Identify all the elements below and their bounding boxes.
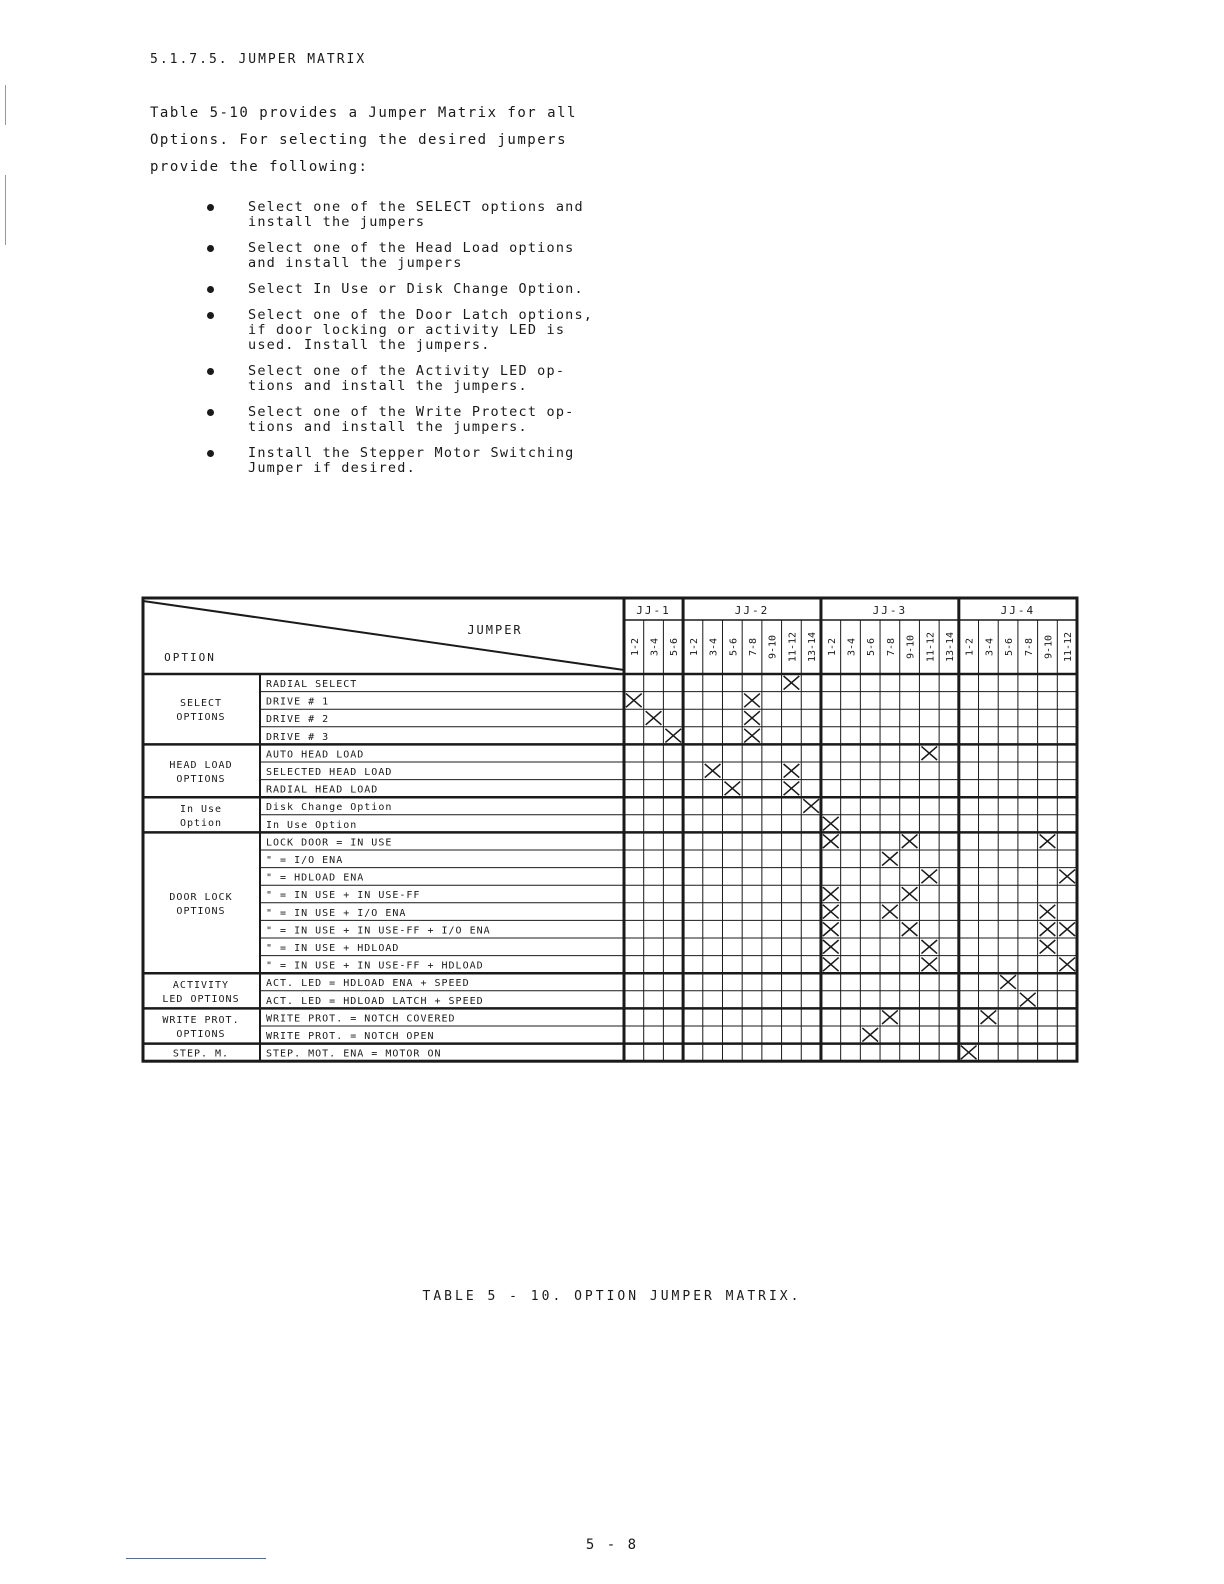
jumper-pin-label: 5-6 [866, 637, 878, 657]
page-number: 5 - 8 [585, 1537, 639, 1553]
table-caption: TABLE 5 - 10. OPTION JUMPER MATRIX. [422, 1289, 802, 1304]
instruction-item: Select one of the SELECT options and install the jumpers [205, 200, 625, 230]
option-header-label: OPTION [164, 651, 216, 664]
instruction-item: Select one of the Write Protect op- tions and install the jumpers. [205, 405, 625, 435]
instruction-item: Install the Stepper Motor Switching Jumper if desired. [205, 446, 625, 476]
section-label: ACTIVITY [172, 979, 230, 991]
jumper-pin-label: 7-8 [1023, 637, 1035, 657]
section-label: WRITE PROT. [162, 1015, 240, 1026]
option-row-label: " = IN USE + HDLOAD [266, 943, 400, 954]
instruction-item: Select one of the Head Load options and install the jumpers [205, 241, 625, 271]
intro-line: Table 5-10 provides a Jumper Matrix for all [150, 105, 577, 121]
section-label: In Use [179, 803, 223, 815]
margin-mark [5, 85, 6, 125]
jumper-pin-label: 3-4 [649, 637, 661, 657]
option-row-label: " = IN USE + I/O ENA [266, 907, 407, 919]
section-label: OPTIONS [176, 773, 226, 785]
option-row-label: SELECTED HEAD LOAD [266, 767, 393, 778]
jumper-pin-label: 5-6 [1004, 637, 1016, 657]
intro-line: provide the following: [150, 159, 369, 175]
jumper-group-label: JJ-3 [872, 604, 908, 617]
jumper-pin-label: 3-4 [846, 637, 858, 657]
option-row-label: LOCK DOOR = IN USE [266, 837, 393, 849]
option-row-label: " = IN USE + IN USE-FF + HDLOAD [266, 960, 484, 972]
option-row-label: DRIVE # 2 [266, 714, 330, 726]
margin-mark [5, 175, 6, 245]
option-row-label: ACT. LED = HDLOAD ENA + SPEED [266, 978, 470, 990]
jumper-group-label: JJ-1 [636, 604, 671, 617]
instruction-item: Select In Use or Disk Change Option. [205, 282, 625, 297]
option-row-label: " = IN USE + IN USE-FF [266, 890, 421, 902]
jumper-pin-label: 9-10 [1043, 634, 1055, 660]
jumper-group-label: JJ-2 [734, 604, 770, 617]
instruction-item: Select one of the Activity LED op- tions and install the jumpers. [205, 364, 625, 394]
section-label: OPTIONS [176, 712, 226, 724]
jumper-pin-label: 9-10 [905, 634, 917, 660]
jumper-pin-label: 7-8 [748, 637, 760, 657]
section-label: LED OPTIONS [162, 993, 240, 1005]
option-row-label: " = IN USE + IN USE-FF + I/O ENA [266, 925, 491, 937]
option-row-label: DRIVE # 1 [266, 696, 330, 708]
footer-rule [126, 1558, 266, 1559]
option-row-label: Disk Change Option [266, 802, 393, 814]
option-row-label: " = I/O ENA [266, 855, 344, 866]
jumper-header-label: JUMPER [467, 623, 523, 637]
instruction-item: Select one of the Door Latch options, if door locking or activity LED is used. Install the jumpers. [205, 308, 625, 353]
jumper-pin-label: 11-12 [1063, 631, 1075, 663]
jumper-pin-label: 11-12 [787, 631, 799, 663]
jumper-pin-label: 5-6 [728, 637, 740, 657]
option-row-label: AUTO HEAD LOAD [266, 749, 365, 761]
intro-line: Options. For selecting the desired jumpers [150, 132, 568, 148]
option-row-label: RADIAL HEAD LOAD [266, 784, 379, 796]
section-label: DOOR LOCK [169, 891, 233, 903]
section-label: STEP. M. [172, 1048, 230, 1060]
jumper-pin-label: 9-10 [767, 634, 779, 660]
option-row-label: In Use Option [266, 819, 358, 831]
jumper-pin-label: 1-2 [629, 637, 641, 657]
option-row-label: WRITE PROT. = NOTCH COVERED [266, 1013, 456, 1025]
jumper-pin-label: 11-12 [925, 631, 937, 663]
jumper-pin-label: 1-2 [826, 637, 838, 657]
option-row-label: WRITE PROT. = NOTCH OPEN [266, 1031, 435, 1042]
option-row-label: DRIVE # 3 [266, 731, 330, 743]
section-label: SELECT [179, 698, 223, 710]
option-row-label: RADIAL SELECT [266, 679, 358, 690]
jumper-pin-label: 3-4 [984, 637, 996, 657]
option-row-label: ACT. LED = HDLOAD LATCH + SPEED [266, 995, 484, 1007]
section-heading: 5.1.7.5. JUMPER MATRIX [150, 52, 367, 67]
jumper-pin-label: 1-2 [688, 637, 700, 657]
section-label: Option [179, 817, 223, 829]
jumper-pin-label: 13-14 [807, 631, 819, 663]
section-label: OPTIONS [176, 905, 226, 917]
jumper-pin-label: 13-14 [944, 631, 956, 663]
section-label: OPTIONS [176, 1029, 226, 1040]
section-label: HEAD LOAD [169, 759, 233, 771]
jumper-pin-label: 3-4 [708, 637, 720, 657]
option-row-label: " = HDLOAD ENA [266, 872, 365, 884]
jumper-pin-label: 5-6 [669, 637, 681, 657]
jumper-pin-label: 1-2 [964, 637, 976, 657]
jumper-pin-label: 7-8 [885, 637, 897, 657]
jumper-group-label: JJ-4 [1000, 604, 1036, 617]
option-row-label: STEP. MOT. ENA = MOTOR ON [266, 1048, 442, 1060]
